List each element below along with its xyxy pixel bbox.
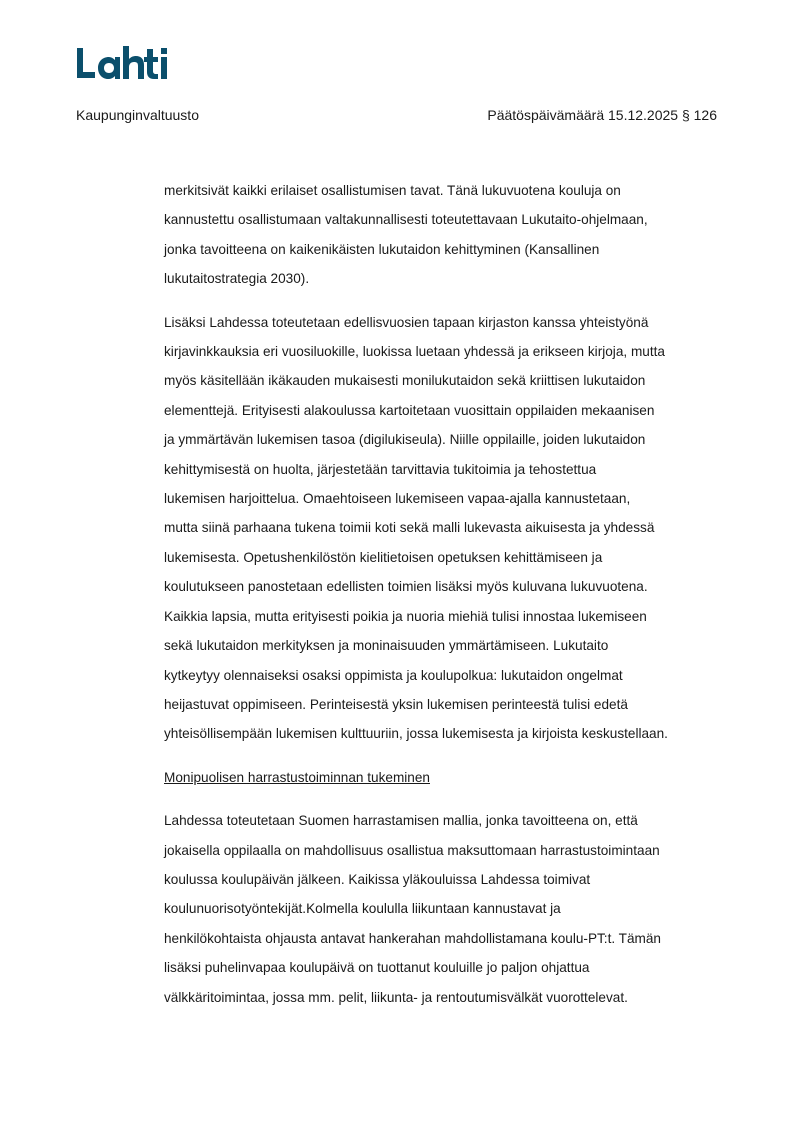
text-line: elementtejä. Erityisesti alakoulussa kartoitetaan vuosittain oppilaiden mekaanisen — [164, 402, 655, 418]
paragraph-3 — [164, 806, 724, 1012]
text-line: henkilökohtaista ohjausta antavat hankerahan mahdollistamana koulu-PT:t. Tämän — [164, 930, 661, 946]
text-line: mutta siinä parhaana tukena toimii koti sekä malli lukevasta aikuisesta ja yhdessä — [164, 520, 655, 536]
text-line: ja ymmärtävän lukemisen tasoa (digilukiseula). Niille oppilaille, joiden lukutaidon — [164, 432, 646, 448]
paragraph-1 — [164, 176, 724, 294]
text-line: koulunuorisotyöntekijät.Kolmella koululla liikuntaan kannustavat ja — [164, 901, 561, 917]
section-heading: Monipuolisen harrastustoiminnan tukeminen — [164, 769, 430, 785]
text-line: välkkäritoimintaa, jossa mm. pelit, liikunta- ja rentoutumisvälkät vuorottelevat. — [164, 989, 628, 1005]
text-line: kirjavinkkauksia eri vuosiluokille, luokissa luetaan yhdessä ja erikseen kirjoja, mutta — [164, 344, 665, 360]
text-line: lisäksi puhelinvapaa koulupäivä on tuottanut kouluille jo paljon ohjattua — [164, 960, 590, 976]
text-line: jokaisella oppilaalla on mahdollisuus osallistua maksuttomaan harrastustoimintaan — [164, 842, 660, 858]
text-line: yhteisöllisempään lukemisen kulttuuriin, jossa lukemisesta ja kirjoista keskustellaan. — [164, 726, 668, 742]
text-line: kannustettu osallistumaan valtakunnallisesti toteutettavaan Lukutaito-ohjelmaan, — [164, 212, 648, 228]
text-line: kytkeytyy olennaiseksi osaksi oppimista ja koulupolkua: lukutaidon ongelmat — [164, 667, 623, 683]
text-line: lukemisesta. Opetushenkilöstön kielitietoisen opetuksen kehittämiseen ja — [164, 549, 603, 565]
text-line: merkitsivät kaikki erilaiset osallistumisen tavat. Tänä lukuvuotena kouluja on — [164, 183, 621, 198]
document-body — [164, 176, 724, 1026]
text-line: jonka tavoitteena on kaikenikäisten lukutaidon kehittyminen (Kansallinen — [164, 241, 600, 257]
lahti-logo — [75, 40, 170, 84]
lahti-logo-graphic — [75, 40, 170, 84]
text-line: Lahdessa toteutetaan Suomen harrastamisen mallia, jonka tavoitteena on, että — [164, 813, 638, 829]
text-line: Lisäksi Lahdessa toteutetaan edellisvuosien tapaan kirjaston kanssa yhteistyönä — [164, 314, 649, 330]
text-line: koulutukseen panostetaan edellisten toimien lisäksi myös kuluvana lukuvuotena. — [164, 579, 648, 595]
text-line: lukemisen harjoittelua. Omaehtoiseen lukemiseen vapaa-ajalla kannustetaan, — [164, 491, 631, 507]
decision-date: Päätöspäivämäärä 15.12.2025 § 126 — [487, 107, 717, 123]
text-line: koulussa koulupäivän jälkeen. Kaikissa yläkouluissa Lahdessa toimivat — [164, 871, 591, 887]
text-line: lukutaitostrategia 2030). — [164, 271, 310, 287]
organ-name: Kaupunginvaltuusto — [76, 107, 199, 123]
text-line: sekä lukutaidon merkityksen ja moninaisuuden ymmärtämiseen. Lukutaito — [164, 638, 609, 654]
text-line: myös käsitellään ikäkauden mukaisesti monilukutaidon sekä kriittisen lukutaidon — [164, 373, 646, 389]
paragraph-2 — [164, 308, 724, 749]
text-line: heijastuvat oppimiseen. Perinteisestä yksin lukemisen perinteestä tulisi edetä — [164, 696, 628, 712]
text-line: kehittymisestä on huolta, järjestetään tarvittavia tukitoimia ja tehostettua — [164, 461, 597, 477]
text-line: Kaikkia lapsia, mutta erityisesti poikia ja nuoria miehiä tulisi innostaa lukemiseen — [164, 608, 647, 624]
